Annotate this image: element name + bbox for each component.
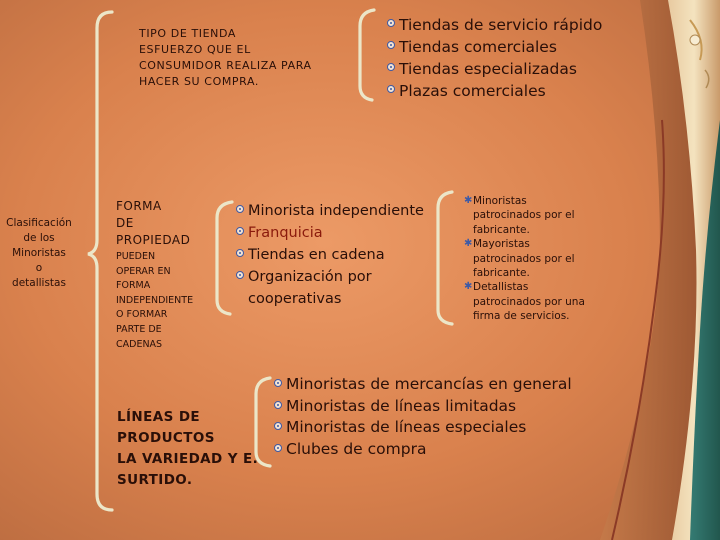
- bullet-icon: [387, 63, 395, 71]
- product-lines-item-label: Minoristas de líneas especiales: [286, 418, 527, 436]
- sponsored-item-label: Detallistas patrocinados por una firma de servicios.: [473, 281, 585, 323]
- product-lines-item-label: Clubes de compra: [286, 439, 427, 458]
- sponsored-item-label: Mayoristas patrocinados por el fabricante.: [473, 238, 575, 280]
- ownership-item: [236, 222, 448, 244]
- ownership-item-label: Franquicia: [248, 225, 323, 241]
- bullet-icon: [236, 271, 244, 279]
- service-item: [387, 80, 602, 102]
- product-lines-title: [117, 407, 258, 491]
- classification-label: [4, 216, 74, 291]
- ownership-subtitle-line: CADENAS: [116, 338, 163, 350]
- ownership-subtitle-line: PARTE DE: [116, 323, 162, 335]
- bullet-icon: [236, 205, 244, 213]
- ownership-item: [236, 200, 448, 222]
- service-item-label: Plazas comerciales: [399, 82, 546, 100]
- service-item: [387, 14, 602, 36]
- bullet-icon: [236, 227, 244, 235]
- ownership-subtitle-line: PUEDEN: [116, 251, 156, 262]
- product-lines-item-label: Minoristas de líneas limitadas: [286, 396, 517, 415]
- classification-line: Clasificación: [6, 217, 72, 229]
- ownership-item-label: Organización por cooperativas: [248, 269, 372, 307]
- bullet-icon: [387, 85, 395, 93]
- ownership-item-label: Tiendas en cadena: [248, 247, 385, 263]
- bullet-icon: [274, 422, 282, 430]
- sponsored-item: [464, 280, 596, 323]
- ownership-title-line: PROPIEDAD: [116, 233, 191, 247]
- ownership-item-label: Minorista independiente: [248, 203, 424, 219]
- product-lines-title-line: PRODUCTOS: [117, 430, 215, 446]
- product-lines-title-line: LÍNEAS DE: [117, 409, 201, 425]
- ownership-subtitle-line: INDEPENDIENTE: [116, 294, 194, 306]
- ownership-list: [236, 200, 448, 310]
- product-lines-title-line: SURTIDO.: [117, 472, 193, 488]
- classification-line: o: [35, 262, 43, 274]
- product-lines-item: [274, 396, 572, 418]
- sponsored-item-label: Minoristas patrocinados por el fabricante.: [473, 195, 575, 236]
- product-lines-title-line: LA VARIEDAD Y E.: [117, 451, 259, 467]
- sponsored-list: [464, 194, 596, 324]
- bullet-icon: [274, 444, 282, 452]
- ownership-subtitle-line: O FORMAR: [116, 309, 168, 321]
- bullet-icon: [387, 19, 395, 27]
- product-lines-list: [274, 374, 572, 460]
- ownership-subtitle-line: OPERAR EN: [116, 265, 171, 277]
- service-title-line: CONSUMIDOR REALIZA PARA: [139, 59, 312, 72]
- ownership-subtitle: [116, 250, 193, 352]
- sponsored-item: [464, 194, 596, 237]
- ownership-title: [116, 198, 190, 249]
- bullet-icon: [387, 41, 395, 49]
- service-item: [387, 58, 602, 80]
- service-item-label: Tiendas de servicio rápido: [399, 16, 603, 34]
- classification-line: de los: [23, 232, 55, 244]
- service-title-line: ESFUERZO QUE EL: [139, 43, 251, 56]
- service-item: [387, 36, 602, 58]
- service-title-line: HACER SU COMPRA.: [139, 75, 259, 88]
- classification-line: detallistas: [12, 277, 66, 289]
- sponsored-item: [464, 237, 596, 280]
- product-lines-item-label: Minoristas de mercancías en general: [286, 375, 572, 393]
- ownership-item: [236, 244, 448, 266]
- product-lines-item: [274, 439, 572, 461]
- service-title-line: TIPO DE TIENDA: [139, 27, 237, 40]
- service-list: [387, 14, 602, 102]
- ownership-subtitle-line: FORMA: [116, 280, 151, 292]
- bullet-icon: [236, 249, 244, 257]
- star-bullet-icon: ✱: [464, 238, 473, 250]
- star-bullet-icon: ✱: [464, 195, 473, 206]
- service-item-label: Tiendas comerciales: [399, 38, 557, 56]
- service-item-label: Tiendas especializadas: [399, 60, 577, 78]
- ownership-title-line: DE: [116, 216, 134, 230]
- service-title: [139, 26, 354, 90]
- product-lines-item: [274, 374, 572, 396]
- ownership-title-line: FORMA: [116, 199, 162, 213]
- ownership-item: [236, 266, 448, 310]
- classification-line: Minoristas: [12, 247, 66, 259]
- product-lines-item: [274, 417, 572, 439]
- star-bullet-icon: ✱: [464, 281, 473, 293]
- bullet-icon: [274, 401, 282, 409]
- bullet-icon: [274, 379, 282, 387]
